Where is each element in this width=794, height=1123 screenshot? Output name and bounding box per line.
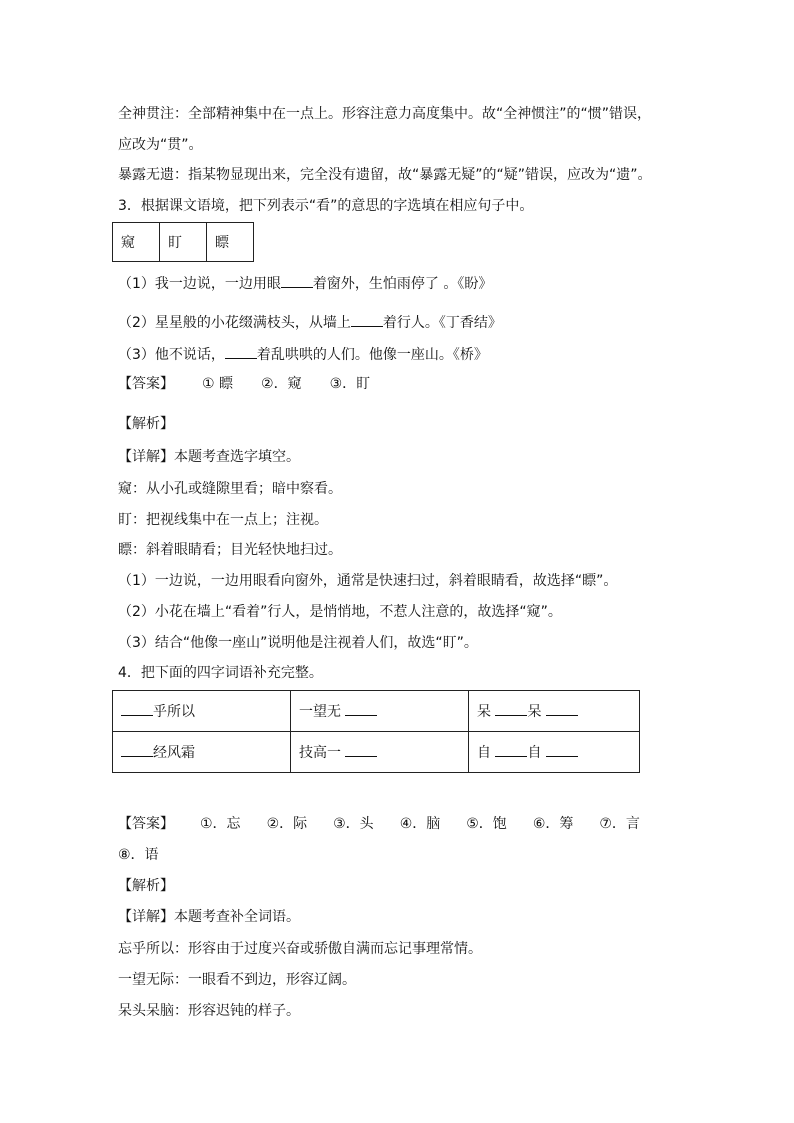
idiom-text: 乎所以 <box>153 704 195 720</box>
q3-sentence-2 <box>118 312 502 333</box>
q4-title: 4．把下面的四字词语补充完整。 <box>118 665 323 681</box>
answer-label: 【答案】 <box>118 816 174 832</box>
idiom-text: 一望无 <box>299 704 341 720</box>
q3-sentence-1 <box>118 273 492 294</box>
fill-blank <box>345 701 377 716</box>
answer-label: 【答案】 <box>118 376 174 392</box>
q3-explain-1: （1）一边说，一边用眼看向窗外，通常是快速扫过，斜着眼睛看，故选择“瞟”。 <box>118 573 618 589</box>
q3-answer <box>118 374 370 394</box>
q3-analysis-label: 【解析】 <box>118 416 174 432</box>
sentence-text: （1）我一边说，一边用眼 <box>118 276 281 292</box>
q3-def-2: 盯：把视线集中在一点上；注视。 <box>118 512 328 528</box>
idiom-text: 呆 <box>527 704 542 720</box>
q3-char-cell: 窥 <box>113 223 160 262</box>
q4-analysis-label: 【解析】 <box>118 878 174 894</box>
fill-blank <box>281 273 313 288</box>
explain-line-2: 应改为“贯”。 <box>118 137 203 153</box>
q3-def-1: 窥：从小孔或缝隙里看；暗中察看。 <box>118 481 342 497</box>
q4-detail: 【详解】本题考查补全词语。 <box>118 909 300 925</box>
idiom-text: 呆 <box>477 704 491 720</box>
q3-explain-2: （2）小花在墙上“看着”行人，是悄悄地，不惹人注意的，故选择“窥”。 <box>118 604 562 620</box>
explain-line-1: 全神贯注：全部精神集中在一点上。形容注意力高度集中。故“全神惯注”的“惯”错误， <box>118 106 652 122</box>
q3-detail: 【详解】本题考查选字填空。 <box>118 449 300 465</box>
explain-line-3: 暴露无遗：指某物显现出来，完全没有遗留，故“暴露无疑”的“疑”错误，应改为“遗”。 <box>118 167 652 183</box>
answer-item: ②．窥 <box>261 376 302 392</box>
idiom-text: 自 <box>477 745 491 761</box>
sentence-text: 着乱哄哄的人们。他像一座山。《桥》 <box>256 347 488 363</box>
answer-item: ①．忘 <box>200 816 241 832</box>
answer-item: ⑤．饱 <box>466 816 507 832</box>
fill-blank <box>495 742 527 757</box>
idiom-cell <box>469 732 640 773</box>
q4-answer-last: ⑧．语 <box>118 847 159 863</box>
sentence-text: （3）他不说话， <box>118 347 225 363</box>
q4-idiom-table <box>112 690 640 773</box>
fill-blank <box>546 701 578 716</box>
idiom-cell <box>113 732 291 773</box>
fill-blank <box>351 312 383 327</box>
q3-def-3: 瞟：斜着眼睛看；目光轻快地扫过。 <box>118 542 342 558</box>
answer-item: ③．盯 <box>329 376 371 392</box>
fill-blank <box>345 742 377 757</box>
idiom-cell <box>291 691 469 732</box>
idiom-text: 经风霜 <box>153 745 195 761</box>
q4-def-2: 一望无际：一眼看不到边，形容辽阔。 <box>118 972 356 988</box>
fill-blank <box>225 344 257 359</box>
q3-char-cell: 瞟 <box>207 223 254 262</box>
q4-def-3: 呆头呆脑：形容迟钝的样子。 <box>118 1003 300 1019</box>
q3-char-table <box>112 222 254 262</box>
q3-title: 3．根据课文语境，把下列表示“看”的意思的字选填在相应句子中。 <box>118 198 534 214</box>
q3-char-cell: 盯 <box>160 223 207 262</box>
answer-item: ⑥．筹 <box>532 816 574 832</box>
sentence-text: （2）星星般的小花缀满枝头，从墙上 <box>118 315 351 331</box>
answer-item: ②．际 <box>266 816 308 832</box>
answer-item: ① 瞟 <box>202 376 234 392</box>
idiom-cell <box>291 732 469 773</box>
q3-sentence-3 <box>118 344 488 365</box>
q4-answer <box>118 814 640 834</box>
fill-blank <box>121 742 153 757</box>
fill-blank <box>121 701 153 716</box>
sentence-text: 着窗外，生怕雨停了 。《盼》 <box>312 276 493 292</box>
idiom-cell <box>113 691 291 732</box>
q3-explain-3: （3）结合“他像一座山”说明他是注视着人们，故选“盯”。 <box>118 635 478 651</box>
q4-def-1: 忘乎所以：形容由于过度兴奋或骄傲自满而忘记事理常情。 <box>118 941 482 957</box>
idiom-cell <box>469 691 640 732</box>
fill-blank <box>546 742 578 757</box>
idiom-text: 技高一 <box>299 745 341 761</box>
sentence-text: 着行人。《丁香结》 <box>382 315 502 331</box>
fill-blank <box>495 701 527 716</box>
idiom-text: 自 <box>527 745 542 761</box>
answer-item: ⑦．言 <box>599 816 640 832</box>
answer-item: ③．头 <box>333 816 374 832</box>
answer-item: ④．脑 <box>399 816 441 832</box>
